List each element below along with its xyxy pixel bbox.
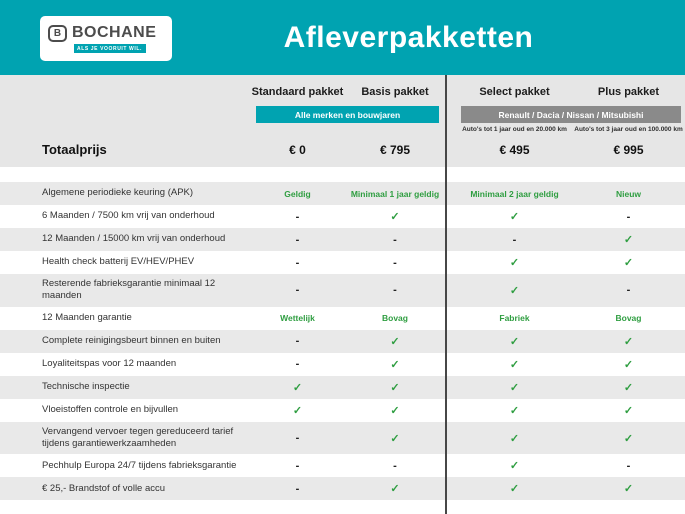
cell-value: Geldig [284, 188, 311, 199]
row-label: Vloeistoffen controle en bijvullen [42, 404, 179, 416]
table-row [0, 228, 685, 251]
cell-value: - [295, 432, 300, 445]
price-select: € 495 [499, 142, 530, 157]
cell-value: - [393, 233, 397, 246]
cell-value: ✓ [390, 211, 400, 223]
row-label: Technische inspectie [42, 381, 130, 393]
cell-value: - [295, 284, 300, 297]
column-headers [0, 86, 685, 98]
column-subnotes [0, 126, 685, 133]
table-row [0, 422, 685, 455]
table-row [0, 274, 685, 307]
cell-value: - [393, 459, 397, 472]
cell-value: - [393, 284, 397, 297]
cell-value: ✓ [390, 432, 400, 445]
price-row-label: Totaalprijs [42, 142, 107, 157]
cell-value: Minimaal 2 jaar geldig [470, 188, 559, 199]
column-standaard-pakket: Standaard pakket [251, 86, 344, 98]
cell-value: - [295, 210, 300, 223]
cell-value: - [295, 482, 300, 495]
table-header [0, 75, 685, 167]
cell-value: ✓ [509, 483, 520, 496]
subnote-plus: Auto's tot 3 jaar oud en 100.000 km [574, 126, 683, 133]
row-label: 6 Maanden / 7500 km vrij van onderhoud [42, 210, 215, 222]
cell-value: ✓ [623, 381, 634, 394]
cell-value: - [626, 210, 631, 223]
row-label: 12 Maanden / 15000 km vrij van onderhoud [42, 233, 226, 245]
row-label: Resterende fabrieksgarantie minimaal 12 maanden [42, 278, 216, 302]
cell-value: ✓ [390, 483, 400, 496]
page-title: Afleverpakketten [283, 20, 534, 54]
bochane-logo-icon: B [48, 25, 67, 42]
column-plus-pakket: Plus pakket [597, 86, 660, 98]
column-select-pakket: Select pakket [479, 86, 550, 98]
table-row [0, 477, 685, 500]
bochane-logo [40, 16, 172, 61]
row-label: 12 Maanden garantie [42, 312, 132, 324]
table-row [0, 330, 685, 353]
cell-value: ✓ [390, 358, 400, 371]
cell-value: ✓ [623, 234, 634, 246]
cell-value: - [393, 256, 397, 269]
cell-value: ✓ [509, 335, 520, 348]
row-label: Vervangend vervoer tegen gereduceerd tarief tijdens garantiewerkzaamheden [42, 425, 234, 450]
cell-value: Minimaal 1 jaar geldig [350, 188, 440, 199]
app-header [0, 0, 685, 75]
cell-value: ✓ [509, 432, 520, 445]
price-row [0, 142, 685, 157]
row-label: Algemene periodieke keuring (APK) [42, 187, 194, 199]
row-label: Loyaliteitspas voor 12 maanden [42, 358, 177, 370]
cell-value: ✓ [292, 404, 303, 417]
cell-value: ✓ [390, 335, 400, 348]
cell-value: - [512, 233, 517, 246]
row-label: Health check batterij EV/HEV/PHEV [42, 256, 195, 268]
bochane-logo-text: BOCHANE [72, 24, 157, 41]
cell-value: - [295, 335, 300, 348]
table-row [0, 307, 685, 330]
cell-value: ✓ [623, 358, 634, 371]
cell-value: ✓ [509, 404, 520, 417]
badge-brands: Renault / Dacia / Nissan / Mitsubishi [461, 106, 681, 123]
cell-value: - [295, 459, 300, 472]
bochane-logo-tagline: ALS JE VOORUIT WIL. [74, 44, 146, 53]
cell-value: ✓ [623, 404, 634, 417]
cell-value: Wettelijk [280, 313, 315, 324]
cell-value: ✓ [623, 432, 634, 445]
cell-value: ✓ [390, 404, 400, 417]
row-label: € 25,- Brandstof of volle accu [42, 482, 166, 494]
spacer [0, 167, 685, 182]
badge-alle-merken: Alle merken en bouwjaren [256, 106, 439, 123]
table-row [0, 251, 685, 274]
cell-value: - [626, 284, 631, 297]
feature-table [0, 182, 685, 500]
table-row [0, 454, 685, 477]
cell-value: ✓ [390, 381, 400, 394]
column-basis-pakket: Basis pakket [361, 86, 429, 98]
cell-value: ✓ [623, 257, 634, 269]
cell-value: ✓ [292, 381, 303, 394]
price-plus: € 995 [613, 142, 644, 157]
table-row [0, 399, 685, 422]
subnote-select: Auto's tot 1 jaar oud en 20.000 km [462, 126, 567, 133]
cell-value: Nieuw [615, 188, 642, 199]
cell-value: ✓ [509, 460, 520, 473]
cell-value: - [295, 256, 300, 269]
cell-value: ✓ [509, 358, 520, 371]
cell-value: ✓ [623, 335, 634, 348]
column-group-divider [445, 75, 447, 514]
row-label: Complete reinigingsbeurt binnen en buiten [42, 335, 221, 347]
cell-value: - [295, 358, 300, 371]
price-standaard: € 0 [289, 142, 306, 157]
table-row [0, 353, 685, 376]
cell-value: - [626, 459, 631, 472]
cell-value: ✓ [623, 483, 634, 496]
table-row [0, 376, 685, 399]
cell-value: - [295, 233, 300, 246]
table-row [0, 205, 685, 228]
cell-value: ✓ [509, 211, 520, 223]
price-basis: € 795 [379, 142, 411, 157]
cell-value: ✓ [509, 284, 520, 297]
cell-value: Fabriek [499, 313, 530, 324]
group-badges [0, 106, 685, 123]
cell-value: ✓ [509, 381, 520, 394]
cell-value: Bovag [382, 313, 408, 324]
cell-value: ✓ [509, 257, 520, 269]
cell-value: Bovag [615, 313, 642, 324]
row-label: Pechhulp Europa 24/7 tijdens fabrieksgarantie [42, 459, 237, 471]
table-row [0, 182, 685, 205]
